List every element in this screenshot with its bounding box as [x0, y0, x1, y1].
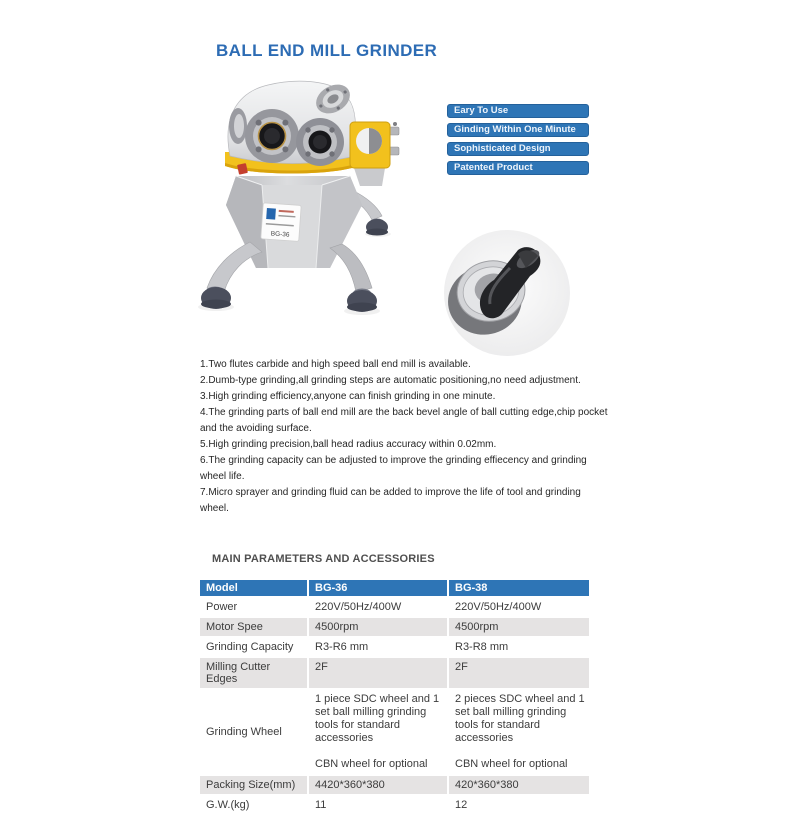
- page-title: BALL END MILL GRINDER: [216, 41, 438, 60]
- cell-bg36: [309, 690, 449, 776]
- sticker-model-text: BG-36: [270, 230, 290, 239]
- cell-bg36: 220V/50Hz/400W: [309, 598, 449, 618]
- cell-bg38: 2F: [449, 658, 589, 690]
- cell-bg36: R3-R6 mm: [309, 638, 449, 658]
- table-row-milling-cutter-edges: [200, 658, 589, 690]
- feature-list: [200, 357, 610, 517]
- cell-bg36: 4500rpm: [309, 618, 449, 638]
- wheel-bg36-main: 1 piece SDC wheel and 1 set ball milling grinding tools for standard accessories: [315, 693, 443, 744]
- row-label: Packing Size(mm): [200, 776, 309, 796]
- cell-bg38: [449, 690, 589, 776]
- machine-spindle-port-right: [296, 118, 344, 166]
- cell-bg38: R3-R8 mm: [449, 638, 589, 658]
- section-heading-parameters: MAIN PARAMETERS AND ACCESSORIES: [212, 553, 435, 565]
- badge-grinding-one-minute: Ginding Within One Minute: [447, 123, 589, 137]
- table-header-row: [200, 580, 589, 598]
- table-row-packing-size: [200, 776, 589, 796]
- table-row-grinding-wheel: [200, 690, 589, 776]
- table-row-grinding-capacity: [200, 638, 589, 658]
- machine-spindle-port-left: [245, 109, 299, 163]
- cell-bg36: 11: [309, 796, 449, 816]
- badge-easy-to-use: Eary To Use: [447, 104, 589, 118]
- badge-patented-product: Patented Product: [447, 161, 589, 175]
- cell-bg38: 12: [449, 796, 589, 816]
- wheel-bg38-note: CBN wheel for optional: [455, 758, 568, 770]
- header-bg36: BG-36: [309, 580, 449, 598]
- feature-item: 7.Micro sprayer and grinding fluid can be added to improve the life of tool and grinding wheel.: [200, 487, 581, 514]
- parameters-table: [200, 580, 589, 816]
- machine-front-left-leg: [201, 242, 262, 309]
- machine-left-port: [229, 108, 247, 144]
- cell-bg38: 420*360*380: [449, 776, 589, 796]
- feature-item: 6.The grinding capacity can be adjusted to improve the grinding effiecency and grinding wheel life.: [200, 455, 587, 482]
- header-bg38: BG-38: [449, 580, 589, 598]
- machine-sticker-label: [261, 203, 301, 242]
- feature-item: 4.The grinding parts of ball end mill are the back bevel angle of ball cutting edge,chip pocket and the avoiding surface.: [200, 407, 608, 434]
- feature-item: 2.Dumb-type grinding,all grinding steps are automatic positioning,no need adjustment.: [200, 375, 581, 386]
- row-label: Grinding Capacity: [200, 638, 309, 658]
- cell-bg36: 4420*360*380: [309, 776, 449, 796]
- feature-badges: [447, 104, 589, 180]
- product-photo-grinder: [183, 70, 473, 332]
- feature-item: 3.High grinding efficiency,anyone can finish grinding in one minute.: [200, 391, 496, 402]
- row-label: Motor Spee: [200, 618, 309, 638]
- feature-item: 5.High grinding precision,ball head radius accuracy within 0.02mm.: [200, 439, 497, 450]
- row-label: Power: [200, 598, 309, 618]
- cell-bg38: 4500rpm: [449, 618, 589, 638]
- row-label: Grinding Wheel: [200, 690, 309, 776]
- machine-front-right-leg: [330, 244, 377, 312]
- table-row-motor-speed: [200, 618, 589, 638]
- wheel-bg36-note: CBN wheel for optional: [315, 758, 428, 770]
- table-row-gross-weight: [200, 796, 589, 816]
- badge-sophisticated-design: Sophisticated Design: [447, 142, 589, 156]
- cell-bg38: 220V/50Hz/400W: [449, 598, 589, 618]
- detail-inset-ball-end-mill: [440, 228, 574, 362]
- cell-bg36: 2F: [309, 658, 449, 690]
- wheel-bg38-main: 2 pieces SDC wheel and 1 set ball milling grinding tools for standard accessories: [455, 693, 588, 744]
- header-model: Model: [200, 580, 309, 598]
- row-label: G.W.(kg): [200, 796, 309, 816]
- machine-yellow-bracket: [350, 122, 399, 186]
- machine-head: [228, 79, 355, 166]
- table-row-power: [200, 598, 589, 618]
- feature-item: 1.Two flutes carbide and high speed ball end mill is available.: [200, 359, 471, 370]
- row-label: Milling Cutter Edges: [200, 658, 309, 690]
